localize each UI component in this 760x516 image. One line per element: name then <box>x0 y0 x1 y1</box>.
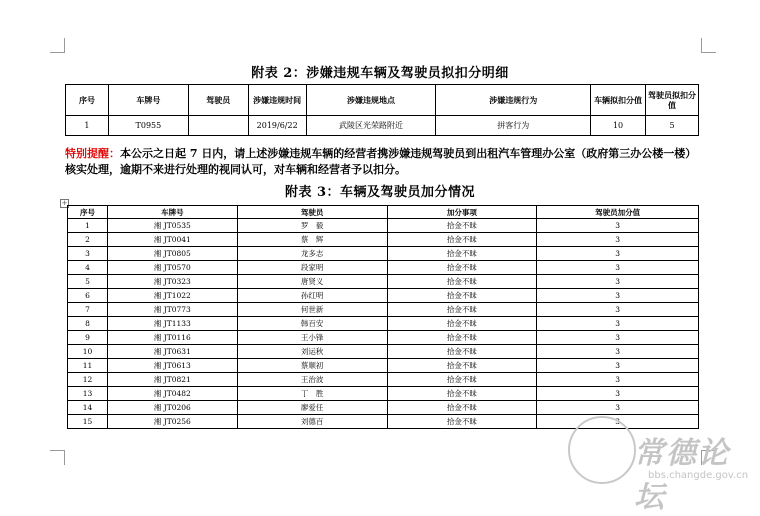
table-cell: 拾金不昧 <box>387 275 537 289</box>
table3-title: 附表 3：车辆及驾驶员加分情况 <box>284 185 476 200</box>
table-cell: 15 <box>68 415 108 429</box>
table-cell: 6 <box>68 289 108 303</box>
table-row <box>68 219 699 233</box>
table-cell: 龙多志 <box>237 247 387 261</box>
table-cell: 拾金不昧 <box>387 289 537 303</box>
column-header: 驾驶员 <box>237 206 387 219</box>
column-header: 车辆拟扣分值 <box>591 85 646 116</box>
table-cell: 5 <box>646 116 699 136</box>
table-cell: 湘 JT0206 <box>107 401 237 415</box>
table-row <box>68 387 699 401</box>
margin-marker-bottom-left <box>50 450 65 465</box>
table-cell: T0955 <box>108 116 188 136</box>
table-cell: 拾金不昧 <box>387 373 537 387</box>
table-cell: 2 <box>68 233 108 247</box>
table-cell: 3 <box>537 345 699 359</box>
table-cell: 10 <box>68 345 108 359</box>
table-cell: 拾金不昧 <box>387 359 537 373</box>
table-cell: 湘 JT0613 <box>107 359 237 373</box>
table-cell: 拾金不昧 <box>387 247 537 261</box>
table-cell: 蔡顺初 <box>237 359 387 373</box>
table-cell: 拾金不昧 <box>387 401 537 415</box>
table-cell: 湘 JT0041 <box>107 233 237 247</box>
table-move-handle-icon[interactable]: + <box>61 199 68 207</box>
forum-watermark <box>568 412 758 515</box>
table-cell: 湘 JT0482 <box>107 387 237 401</box>
table-cell: 3 <box>537 247 699 261</box>
table-cell: 10 <box>591 116 646 136</box>
table-row <box>68 331 699 345</box>
table-cell: 12 <box>68 373 108 387</box>
table-cell: 3 <box>537 387 699 401</box>
table-cell: 2019/6/22 <box>248 116 306 136</box>
notice-label: 特别提醒： <box>65 147 120 160</box>
table-cell: 3 <box>537 303 699 317</box>
column-header: 车牌号 <box>108 85 188 116</box>
table-cell: 拾金不昧 <box>387 387 537 401</box>
table-row <box>68 275 699 289</box>
table-row <box>66 116 699 136</box>
table-cell: 韩百安 <box>237 317 387 331</box>
table-row <box>68 289 699 303</box>
table-row <box>68 359 699 373</box>
table-cell: 拾金不昧 <box>387 331 537 345</box>
table-cell: 湘 JT0805 <box>107 247 237 261</box>
table-cell: 3 <box>537 415 699 429</box>
table-cell: 王治波 <box>237 373 387 387</box>
table-row <box>68 233 699 247</box>
watermark-url: bbs.changde.gov.cn <box>648 470 749 481</box>
table-cell: 王小锋 <box>237 331 387 345</box>
column-header: 车牌号 <box>107 206 237 219</box>
violation-table <box>65 84 699 136</box>
table-cell: 蔡 辉 <box>237 233 387 247</box>
table-cell: 3 <box>537 233 699 247</box>
table-row <box>68 303 699 317</box>
table-cell: 刘运秋 <box>237 345 387 359</box>
table-cell: 何世新 <box>237 303 387 317</box>
column-header: 涉嫌违规时间 <box>248 85 306 116</box>
table-cell: 湘 JT0535 <box>107 219 237 233</box>
column-header: 序号 <box>66 85 109 116</box>
table-row <box>68 373 699 387</box>
table-cell: 3 <box>537 331 699 345</box>
notice-text: 本公示之日起 7 日内，请上述涉嫌违规车辆的经营者携涉嫌违规驾驶员到出租汽车管理办公室（政府第三办公楼一楼）核实处理，逾期不来进行处理的视同认可，对车辆和经营者予以扣分。 <box>65 147 697 176</box>
table-cell: 罗 毅 <box>237 219 387 233</box>
table-cell: 拼客行为 <box>436 116 591 136</box>
table-cell: 丁 胜 <box>237 387 387 401</box>
table-cell: 3 <box>537 289 699 303</box>
forum-seal-logo <box>568 416 636 484</box>
table-row <box>68 317 699 331</box>
table-cell: 湘 JT0821 <box>107 373 237 387</box>
column-header: 驾驶员 <box>188 85 248 116</box>
table-cell: 7 <box>68 303 108 317</box>
table-cell: 拾金不昧 <box>387 303 537 317</box>
table-cell: 段家明 <box>237 261 387 275</box>
table-cell: 湘 JT0570 <box>107 261 237 275</box>
table-row <box>68 261 699 275</box>
table-row <box>68 247 699 261</box>
column-header: 序号 <box>68 206 108 219</box>
table-cell: 湘 JT1022 <box>107 289 237 303</box>
table-cell: 3 <box>537 219 699 233</box>
table-cell: 拾金不昧 <box>387 261 537 275</box>
bonus-table-body <box>68 219 699 429</box>
table-cell: 拾金不昧 <box>387 345 537 359</box>
table-cell: 湘 JT0256 <box>107 415 237 429</box>
table-cell: 湘 JT0116 <box>107 331 237 345</box>
table-cell: 刘德百 <box>237 415 387 429</box>
table-cell: 5 <box>68 275 108 289</box>
table-header-row <box>68 206 699 219</box>
column-header: 涉嫌违规行为 <box>436 85 591 116</box>
watermark-name: 常德论坛 <box>634 436 730 515</box>
table-cell: 1 <box>66 116 109 136</box>
column-header: 涉嫌违规地点 <box>306 85 436 116</box>
column-header: 驾驶员加分值 <box>537 206 699 219</box>
table-cell: 3 <box>537 373 699 387</box>
table-cell: 拾金不昧 <box>387 233 537 247</box>
table-row <box>68 345 699 359</box>
column-header: 驾驶员拟扣分值 <box>646 85 699 116</box>
table2-title: 附表 2：涉嫌违规车辆及驾驶员拟扣分明细 <box>251 66 509 81</box>
table-cell: 11 <box>68 359 108 373</box>
table-cell: 3 <box>68 247 108 261</box>
table-cell: 8 <box>68 317 108 331</box>
margin-marker-top-left <box>50 38 65 53</box>
table-header-row <box>66 85 699 116</box>
special-notice <box>65 146 701 178</box>
table-cell: 拾金不昧 <box>387 317 537 331</box>
table-cell: 13 <box>68 387 108 401</box>
table-cell: 3 <box>537 359 699 373</box>
table-cell: 3 <box>537 317 699 331</box>
table-cell: 廖爱任 <box>237 401 387 415</box>
table-cell: 湘 JT0323 <box>107 275 237 289</box>
table-cell: 3 <box>537 261 699 275</box>
table-cell: 孙红明 <box>237 289 387 303</box>
table-cell: 拾金不昧 <box>387 415 537 429</box>
bonus-table <box>67 205 699 429</box>
table-cell: 9 <box>68 331 108 345</box>
table-cell: 3 <box>537 275 699 289</box>
table-cell: 唐贤义 <box>237 275 387 289</box>
table-cell <box>188 116 248 136</box>
table-cell: 14 <box>68 401 108 415</box>
column-header: 加分事项 <box>387 206 537 219</box>
table-cell: 湘 JT0631 <box>107 345 237 359</box>
table-cell: 拾金不昧 <box>387 219 537 233</box>
table-cell: 湘 JT1133 <box>107 317 237 331</box>
table-cell: 1 <box>68 219 108 233</box>
margin-marker-top-right <box>701 38 716 53</box>
table-cell: 3 <box>537 401 699 415</box>
table-cell: 湘 JT0773 <box>107 303 237 317</box>
table-cell: 4 <box>68 261 108 275</box>
table-cell: 武陵区光荣路附近 <box>306 116 436 136</box>
